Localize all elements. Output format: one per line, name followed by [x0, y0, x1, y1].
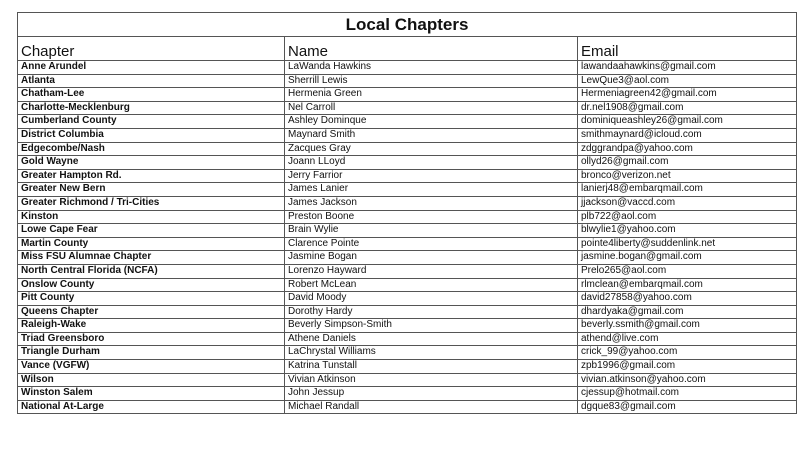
chapter-cell: Queens Chapter	[18, 305, 285, 319]
email-cell: blwylie1@yahoo.com	[578, 224, 797, 238]
chapter-cell: Greater Richmond / Tri-Cities	[18, 196, 285, 210]
name-cell: Jerry Farrior	[285, 169, 578, 183]
table-row	[18, 305, 797, 319]
table-row	[18, 387, 797, 401]
email-cell: dr.nel1908@gmail.com	[578, 101, 797, 115]
table-row	[18, 128, 797, 142]
chapter-cell: Kinston	[18, 210, 285, 224]
table-row	[18, 360, 797, 374]
email-cell: jjackson@vaccd.com	[578, 196, 797, 210]
chapter-cell: Pitt County	[18, 292, 285, 306]
table-row	[18, 61, 797, 75]
table-row	[18, 224, 797, 238]
name-cell: Beverly Simpson-Smith	[285, 319, 578, 333]
table-title: Local Chapters	[18, 13, 797, 37]
email-cell: plb722@aol.com	[578, 210, 797, 224]
chapter-cell: Gold Wayne	[18, 156, 285, 170]
table-row	[18, 264, 797, 278]
name-cell: Athene Daniels	[285, 332, 578, 346]
table-row	[18, 183, 797, 197]
chapter-cell: Greater Hampton Rd.	[18, 169, 285, 183]
name-cell: Katrina Tunstall	[285, 360, 578, 374]
email-cell: dhardyaka@gmail.com	[578, 305, 797, 319]
name-cell: John Jessup	[285, 387, 578, 401]
name-cell: Ashley Dominque	[285, 115, 578, 129]
chapter-cell: District Columbia	[18, 128, 285, 142]
name-cell: Hermenia Green	[285, 88, 578, 102]
name-cell: James Jackson	[285, 196, 578, 210]
email-cell: bronco@verizon.net	[578, 169, 797, 183]
chapter-cell: Wilson	[18, 373, 285, 387]
table-row	[18, 142, 797, 156]
name-cell: Lorenzo Hayward	[285, 264, 578, 278]
chapter-cell: Cumberland County	[18, 115, 285, 129]
table-row	[18, 251, 797, 265]
email-cell: cjessup@hotmail.com	[578, 387, 797, 401]
name-cell: LaChrystal Williams	[285, 346, 578, 360]
chapter-cell: Miss FSU Alumnae Chapter	[18, 251, 285, 265]
table-row	[18, 346, 797, 360]
name-cell: Zacques Gray	[285, 142, 578, 156]
name-cell: Vivian Atkinson	[285, 373, 578, 387]
name-cell: Maynard Smith	[285, 128, 578, 142]
email-cell: smithmaynard@icloud.com	[578, 128, 797, 142]
email-cell: rlmclean@embarqmail.com	[578, 278, 797, 292]
email-cell: david27858@yahoo.com	[578, 292, 797, 306]
email-cell: beverly.ssmith@gmail.com	[578, 319, 797, 333]
name-cell: Robert McLean	[285, 278, 578, 292]
table-row	[18, 156, 797, 170]
chapter-cell: Charlotte-Mecklenburg	[18, 101, 285, 115]
table-row	[18, 169, 797, 183]
email-cell: dgque83@gmail.com	[578, 400, 797, 414]
table-row	[18, 115, 797, 129]
table-row	[18, 210, 797, 224]
chapter-cell: Vance (VGFW)	[18, 360, 285, 374]
email-cell: Hermeniagreen42@gmail.com	[578, 88, 797, 102]
name-cell: LaWanda Hawkins	[285, 61, 578, 75]
name-cell: Brain Wylie	[285, 224, 578, 238]
email-cell: pointe4liberty@suddenlink.net	[578, 237, 797, 251]
email-cell: crick_99@yahoo.com	[578, 346, 797, 360]
name-cell: James Lanier	[285, 183, 578, 197]
email-cell: Prelo265@aol.com	[578, 264, 797, 278]
chapter-cell: North Central Florida (NCFA)	[18, 264, 285, 278]
column-header-chapter: Chapter	[18, 37, 285, 61]
email-cell: zdggrandpa@yahoo.com	[578, 142, 797, 156]
chapter-cell: Martin County	[18, 237, 285, 251]
chapter-cell: Triangle Durham	[18, 346, 285, 360]
header-row	[18, 37, 797, 61]
table-row	[18, 292, 797, 306]
table-row	[18, 400, 797, 414]
table-row	[18, 319, 797, 333]
table-row	[18, 101, 797, 115]
chapter-cell: Onslow County	[18, 278, 285, 292]
table-row	[18, 373, 797, 387]
email-cell: lawandaahawkins@gmail.com	[578, 61, 797, 75]
email-cell: zpb1996@gmail.com	[578, 360, 797, 374]
table-row	[18, 74, 797, 88]
table-body	[18, 61, 797, 414]
chapter-cell: Anne Arundel	[18, 61, 285, 75]
chapter-cell: Chatham-Lee	[18, 88, 285, 102]
chapter-cell: Raleigh-Wake	[18, 319, 285, 333]
table-row	[18, 332, 797, 346]
column-header-email: Email	[578, 37, 797, 61]
email-cell: LewQue3@aol.com	[578, 74, 797, 88]
table-row	[18, 88, 797, 102]
table-row	[18, 196, 797, 210]
name-cell: Michael Randall	[285, 400, 578, 414]
email-cell: jasmine.bogan@gmail.com	[578, 251, 797, 265]
email-cell: dominiqueashley26@gmail.com	[578, 115, 797, 129]
name-cell: Sherrill Lewis	[285, 74, 578, 88]
name-cell: Preston Boone	[285, 210, 578, 224]
name-cell: Jasmine Bogan	[285, 251, 578, 265]
chapter-cell: Greater New Bern	[18, 183, 285, 197]
table-row	[18, 278, 797, 292]
email-cell: vivian.atkinson@yahoo.com	[578, 373, 797, 387]
chapter-cell: National At-Large	[18, 400, 285, 414]
email-cell: ollyd26@gmail.com	[578, 156, 797, 170]
chapter-cell: Winston Salem	[18, 387, 285, 401]
table-row	[18, 237, 797, 251]
name-cell: Nel Carroll	[285, 101, 578, 115]
chapter-cell: Atlanta	[18, 74, 285, 88]
name-cell: Dorothy Hardy	[285, 305, 578, 319]
chapter-cell: Triad Greensboro	[18, 332, 285, 346]
column-header-name: Name	[285, 37, 578, 61]
email-cell: lanierj48@embarqmail.com	[578, 183, 797, 197]
name-cell: Joann LLoyd	[285, 156, 578, 170]
chapter-cell: Lowe Cape Fear	[18, 224, 285, 238]
email-cell: athend@live.com	[578, 332, 797, 346]
local-chapters-table	[17, 12, 797, 414]
name-cell: Clarence Pointe	[285, 237, 578, 251]
name-cell: David Moody	[285, 292, 578, 306]
chapter-cell: Edgecombe/Nash	[18, 142, 285, 156]
